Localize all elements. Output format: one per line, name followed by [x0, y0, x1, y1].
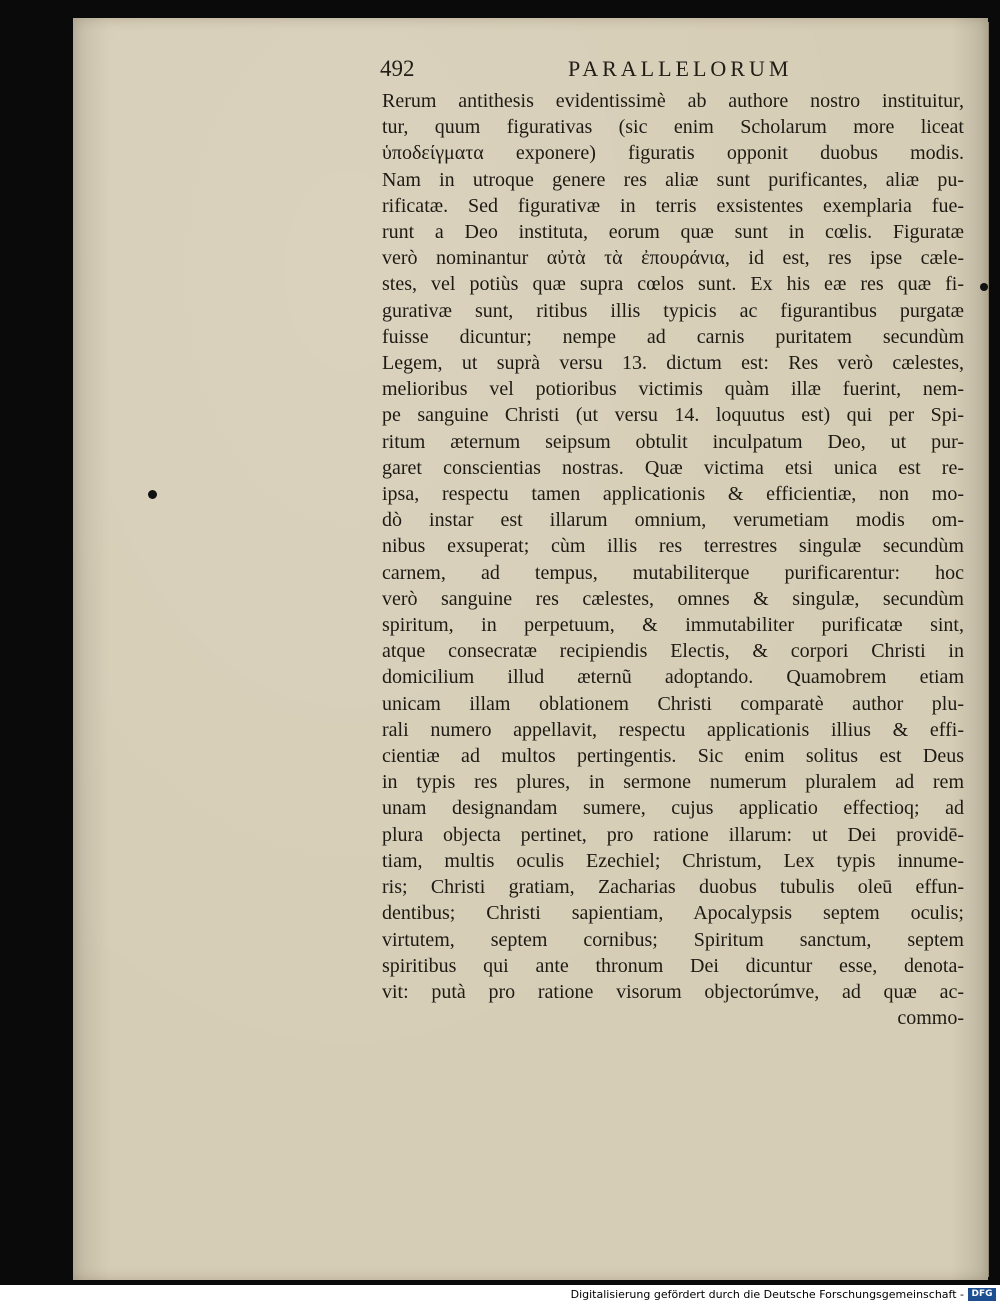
text-line: Rerum antithesis evidentissimè ab authore nostro instituitur,	[382, 90, 964, 112]
text-line: in typis res plures, in sermone numerum pluralem ad rem	[382, 771, 964, 794]
text-line: garet conscientias nostras. Quæ victima etsi unica est re-	[382, 456, 964, 479]
text-line: melioribus vel potioribus victimis quàm illæ fuerint, nem-	[382, 378, 964, 401]
text-line: Legem, ut suprà versu 13. dictum est: Res verò cælestes,	[382, 352, 964, 375]
text-line: vit: putà pro ratione visorum objectorúmve, ad quæ ac-	[382, 980, 964, 1003]
text-line: rali numero appellavit, respectu applicationis illius & effi-	[382, 718, 964, 741]
text-line: verò sanguine res cælestes, omnes & singulæ, secundùm	[382, 587, 964, 610]
funding-credit: Digitalisierung gefördert durch die Deutsche Forschungsgemeinschaft -	[570, 1288, 964, 1301]
page-header	[380, 56, 850, 88]
text-line: cientiæ ad multos pertingentis. Sic enim solitus est Deus	[382, 745, 964, 768]
text-line: spiritibus qui ante thronum Dei dicuntur esse, denota-	[382, 954, 964, 977]
text-line: ritum æternum seipsum obtulit inculpatum Deo, ut pur-	[382, 430, 964, 453]
text-line: carnem, ad tempus, mutabiliterque purificarentur: hoc	[382, 561, 964, 584]
ink-spot-right	[980, 283, 988, 291]
text-line: domicilium illud æternũ adoptando. Quamobrem etiam	[382, 666, 964, 689]
text-line: ὑποδείγματα exponere) figuratis opponit duobus modis.	[382, 142, 964, 165]
page-number: 492	[380, 56, 415, 81]
ink-spot-left	[148, 490, 157, 499]
text-line: runt a Deo instituta, eorum quæ sunt in cœlis. Figuratæ	[382, 221, 964, 244]
running-title: PARALLELORUM	[568, 56, 793, 81]
text-line: dentibus; Christi sapientiam, Apocalypsis septem oculis;	[382, 902, 964, 925]
dfg-logo-icon: DFG	[968, 1288, 996, 1301]
text-line: plura objecta pertinet, pro ratione illarum: ut Dei providē-	[382, 823, 964, 846]
text-line: unicam illam oblationem Christi comparatè author plu-	[382, 692, 964, 715]
text-line: ris; Christi gratiam, Zacharias duobus tubulis oleū effun-	[382, 876, 964, 899]
text-line: pe sanguine Christi (ut versu 14. loquutus est) qui per Spi-	[382, 404, 964, 427]
catchword-line: commo-	[897, 1007, 964, 1030]
text-line: tiam, multis oculis Ezechiel; Christum, Lex typis innume-	[382, 849, 964, 872]
text-line: tur, quum figurativas (sic enim Scholarum more liceat	[382, 116, 964, 139]
text-line: gurativæ sunt, ritibus illis typicis ac figurantibus purgatæ	[382, 299, 964, 322]
text-line: fuisse dicuntur; nempe ad carnis puritatem secundùm	[382, 325, 964, 348]
body-text	[382, 88, 964, 1031]
text-line: virtutem, septem cornibus; Spiritum sanctum, septem	[382, 928, 964, 951]
text-line: dò instar est illarum omnium, verumetiam modis om-	[382, 509, 964, 532]
footer-bar	[0, 1285, 1000, 1305]
text-line: ipsa, respectu tamen applicationis & efficientiæ, non mo-	[382, 483, 964, 506]
text-line: stes, vel potiùs quæ supra cœlos sunt. Ex his eæ res quæ fi-	[382, 273, 964, 296]
text-line: verò nominantur αὐτὰ τὰ ἐπουράνια, id est, res ipse cæle-	[382, 247, 964, 270]
text-line: unam designandam sumere, cujus applicatio effectioq; ad	[382, 797, 964, 820]
text-line: rificatæ. Sed figurativæ in terris exsistentes exemplaria fue-	[382, 194, 964, 217]
text-line: nibus exsuperat; cùm illis res terrestres singulæ secundùm	[382, 535, 964, 558]
text-line: Nam in utroque genere res aliæ sunt purificantes, aliæ pu-	[382, 168, 964, 191]
text-line: atque consecratæ recipiendis Electis, & corpori Christi in	[382, 640, 964, 663]
text-line: spiritum, in perpetuum, & immutabiliter purificatæ sint,	[382, 614, 964, 637]
